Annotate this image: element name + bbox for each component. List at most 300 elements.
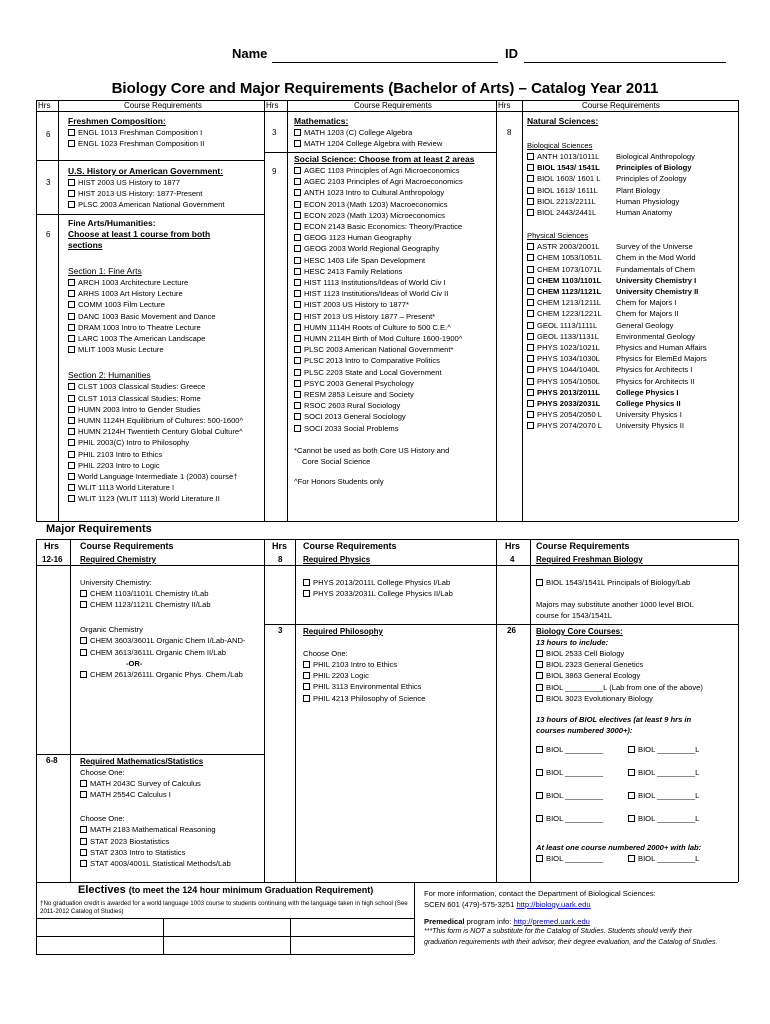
- humanities-course: [68, 426, 243, 437]
- electives-title: Electives: [78, 884, 126, 896]
- social-science-course: [294, 221, 474, 232]
- course-code: PHYS 2013/2011L: [537, 387, 600, 397]
- biology-link[interactable]: http://biology.uark.edu: [516, 900, 591, 909]
- checkbox[interactable]: [294, 279, 301, 286]
- checkbox[interactable]: [527, 322, 534, 329]
- course-label: HIST 1113 Institutions/Ideas of World Civ I: [304, 278, 446, 288]
- bio-sciences-title: Biological Sciences: [527, 141, 593, 150]
- checkbox[interactable]: [527, 288, 534, 295]
- course-label: CHEM 1123/1121L Chemistry II/Lab: [90, 600, 211, 610]
- course-name: Physics for Architects I: [616, 365, 693, 375]
- course-label: PHIL 2003(C) Intro to Philosophy: [78, 438, 190, 448]
- course-label: GEOG 1123 Human Geography: [304, 233, 412, 243]
- checkbox[interactable]: [68, 462, 75, 469]
- checkbox[interactable]: [80, 637, 87, 644]
- electives-heading: [78, 884, 373, 896]
- checkbox[interactable]: [294, 223, 301, 230]
- course-label: CLST 1003 Classical Studies: Greece: [78, 382, 206, 392]
- history-hrs: 3: [46, 178, 51, 187]
- elective-blank[interactable]: BIOL _________L: [638, 791, 700, 801]
- social-science-course: [294, 288, 474, 299]
- checkbox[interactable]: [527, 299, 534, 306]
- checkbox[interactable]: [68, 417, 75, 424]
- course-name: Biological Anthropology: [616, 152, 695, 161]
- checkbox[interactable]: [527, 422, 534, 429]
- course-label: RSOC 2603 Rural Sociology: [304, 401, 401, 411]
- biology-last-row: [536, 853, 703, 864]
- checkbox[interactable]: [80, 590, 87, 597]
- course-label: BIOL 2323 General Genetics: [546, 660, 644, 670]
- biology-atleast: At least one course numbered 2000+ with lab:: [536, 843, 702, 853]
- phys-science-course: [527, 364, 693, 375]
- checkbox[interactable]: [527, 411, 534, 418]
- checkbox[interactable]: [294, 167, 301, 174]
- checkbox[interactable]: [303, 579, 310, 586]
- philosophy-course: [303, 670, 425, 681]
- checkbox[interactable]: [303, 590, 310, 597]
- checkbox[interactable]: [294, 245, 301, 252]
- chem-hrs: 12-16: [42, 555, 63, 564]
- checkbox[interactable]: [80, 826, 87, 833]
- checkbox[interactable]: [68, 495, 75, 502]
- biology-include: 13 hours to include:: [536, 638, 609, 647]
- checkbox[interactable]: [80, 671, 87, 678]
- checkbox[interactable]: [527, 344, 534, 351]
- univ-chem-course: [80, 588, 245, 599]
- checkbox[interactable]: [536, 815, 543, 822]
- checkbox[interactable]: [294, 391, 301, 398]
- checkbox[interactable]: [294, 290, 301, 297]
- phys-science-course: [527, 376, 695, 387]
- footer-info-2: SCEN 601 (479)-575-3251: [424, 900, 517, 909]
- elective-blank-row: [536, 790, 703, 813]
- biology-core-title: Biology Core Courses:: [536, 627, 623, 636]
- stat-major-course: [80, 858, 231, 869]
- checkbox[interactable]: [303, 683, 310, 690]
- checkbox[interactable]: [527, 355, 534, 362]
- checkbox[interactable]: [294, 346, 301, 353]
- course-label: PHYS 2033/2031L College Physics II/Lab: [313, 589, 453, 599]
- course-code: BIOL 1613/ 1611L: [537, 185, 598, 195]
- philosophy-choose: Choose One:: [303, 649, 348, 658]
- course-label: HIST 2013 US History: 1877-Present: [78, 189, 203, 199]
- course-label: STAT 2023 Biostatistics: [90, 836, 170, 846]
- checkbox[interactable]: [628, 746, 635, 753]
- checkbox[interactable]: [527, 277, 534, 284]
- course-label: World Language Intermediate 1 (2003) course†: [78, 472, 238, 482]
- checkbox[interactable]: [628, 855, 635, 862]
- required-philosophy-section: [303, 626, 425, 704]
- checkbox[interactable]: [80, 601, 87, 608]
- course-name: Physics for ElemEd Majors: [616, 354, 707, 364]
- checkbox[interactable]: [527, 175, 534, 182]
- phys-science-course: [527, 331, 695, 342]
- checkbox[interactable]: [527, 389, 534, 396]
- checkbox[interactable]: [527, 310, 534, 317]
- checkbox[interactable]: [294, 301, 301, 308]
- checkbox[interactable]: [294, 257, 301, 264]
- course-name: University Chemistry II: [616, 287, 699, 297]
- required-physics-section: [303, 554, 453, 599]
- premed-link[interactable]: http://premed.uark.edu: [513, 917, 590, 926]
- course-label: CHEM 1103/1101L Chemistry I/Lab: [90, 589, 209, 598]
- math-core-course: [294, 138, 442, 149]
- course-label: WLIT 1123 (WLIT 1113) World Literature II: [78, 494, 220, 504]
- course-code: CHEM 1073/1071L: [537, 264, 602, 274]
- checkbox[interactable]: [80, 649, 87, 656]
- checkbox[interactable]: [527, 243, 534, 250]
- phys-science-course: [527, 297, 677, 308]
- checkbox[interactable]: [527, 266, 534, 273]
- course-name: Chem in the Mod World: [616, 253, 696, 263]
- id-field[interactable]: [524, 62, 726, 63]
- course-label: ENGL 1013 Freshman Composition I: [78, 128, 203, 137]
- checkbox[interactable]: [536, 769, 543, 776]
- checkbox[interactable]: [294, 335, 301, 342]
- social-note-2: Core Social Science: [302, 456, 371, 466]
- math-choose-2: Choose One:: [80, 814, 125, 824]
- math-major-course: [80, 778, 231, 789]
- checkbox[interactable]: [294, 324, 301, 331]
- required-freshman-biology-section: [536, 554, 694, 621]
- checkbox[interactable]: [68, 406, 75, 413]
- checkbox[interactable]: [527, 378, 534, 385]
- biology-core-course: [536, 693, 703, 704]
- course-label: HUMN 2124H Twentieth Century Global Culture^: [78, 427, 243, 437]
- social-science-course: [294, 333, 474, 344]
- checkbox[interactable]: [527, 164, 534, 171]
- fine-arts-hrs: 6: [46, 230, 51, 239]
- physics-course: [303, 588, 453, 599]
- course-code: CHEM 1103/1101L: [537, 275, 602, 285]
- math-core-title: Mathematics:: [294, 116, 349, 126]
- humanities-course: [68, 393, 243, 404]
- checkbox[interactable]: [527, 333, 534, 340]
- checkbox[interactable]: [303, 672, 310, 679]
- checkbox[interactable]: [80, 838, 87, 845]
- elective-blank[interactable]: BIOL _________: [546, 768, 604, 778]
- fine-arts-title: Fine Arts/Humanities:: [68, 218, 156, 228]
- phys-science-course: [527, 252, 696, 263]
- course-code: PHYS 2033/2031L: [537, 399, 601, 409]
- course-label: DANC 1003 Basic Movement and Dance: [78, 311, 216, 321]
- checkbox[interactable]: [527, 209, 534, 216]
- biology-core-section: [536, 626, 703, 864]
- course-code: GEOL 1133/1131L: [537, 331, 599, 341]
- checkbox[interactable]: [527, 153, 534, 160]
- premed-text: program info:: [464, 917, 514, 926]
- checkbox[interactable]: [294, 268, 301, 275]
- checkbox[interactable]: [68, 324, 75, 331]
- course-code: ANTH 1013/1011L: [537, 152, 600, 161]
- checkbox[interactable]: [628, 792, 635, 799]
- social-science-course: [294, 187, 474, 198]
- course-label: HIST 2003 US History to 1877: [78, 178, 181, 187]
- elective-blank-row: [536, 767, 703, 790]
- course-label: BIOL _________L (Lab from one of the above): [546, 682, 703, 692]
- checkbox[interactable]: [68, 279, 75, 286]
- chem-title: Required Chemistry: [80, 555, 157, 564]
- checkbox[interactable]: [536, 579, 543, 586]
- course-code: CHEM 1123/1121L: [537, 287, 602, 297]
- math-core-section: [294, 116, 442, 149]
- phys-science-course: [527, 353, 707, 364]
- course-label: ECON 2143 Basic Economics: Theory/Practice: [304, 222, 463, 232]
- checkbox[interactable]: [536, 661, 543, 668]
- freshman-bio-item: BIOL 1543/1541L Principals of Biology/Lab: [546, 578, 691, 587]
- course-code: BIOL 2443/2441L: [537, 208, 597, 218]
- course-label: HUMN 2114H Birth of Mod Culture 1600-1900^: [304, 334, 463, 344]
- checkbox[interactable]: [68, 473, 75, 480]
- checkbox[interactable]: [68, 439, 75, 446]
- electives-note: †No graduation credit is awarded for a world language 1003 course to students continuing with the language taken in high school (See 2011-2012 Catalog of Studies): [40, 900, 408, 915]
- math-major-hrs: 6-8: [46, 756, 58, 765]
- course-label: MATH 2183 Mathematical Reasoning: [90, 825, 216, 835]
- physics-hrs: 8: [278, 555, 283, 564]
- checkbox[interactable]: [536, 746, 543, 753]
- course-label: GEOG 2003 World Regional Geography: [304, 244, 440, 254]
- elective-blank[interactable]: BIOL _________L: [638, 745, 700, 755]
- philosophy-hrs: 3: [278, 626, 283, 635]
- checkbox[interactable]: [80, 780, 87, 787]
- biology-elect-1: 13 hours of BIOL electives (at least 9 hrs in: [536, 715, 692, 725]
- course-label: WLIT 1113 World Literature I: [78, 483, 175, 493]
- course-label: PHYS 2013/2011L College Physics I/Lab: [313, 578, 451, 587]
- checkbox[interactable]: [294, 357, 301, 364]
- major-req-header-1: Course Requirements: [80, 541, 174, 551]
- checkbox[interactable]: [294, 425, 301, 432]
- course-label: DRAM 1003 Intro to Theatre Lecture: [78, 322, 201, 332]
- checkbox[interactable]: [68, 201, 75, 208]
- disclaimer: ***This form is NOT a substitute for the Catalog of Studies. Students should verify their graduation requirements with their advisor, their degree evaluation, and the Catalog of Studies.: [424, 928, 718, 946]
- social-science-course: [294, 411, 474, 422]
- freshman-bio-note-2: course for 1543/1541L: [536, 611, 612, 621]
- checkbox[interactable]: [80, 791, 87, 798]
- phys-science-course: [527, 264, 695, 275]
- checkbox[interactable]: [294, 369, 301, 376]
- organic-chem-course: [80, 635, 245, 646]
- social-science-course: [294, 210, 474, 221]
- course-label: PLSC 2003 American National Government: [78, 200, 225, 210]
- phys-science-course: [527, 241, 693, 252]
- bio-science-course: [527, 173, 687, 184]
- checkbox[interactable]: [68, 346, 75, 353]
- checkbox[interactable]: [68, 129, 75, 136]
- name-label: Name: [232, 46, 268, 61]
- course-label: MLIT 1003 Music Lecture: [78, 345, 164, 355]
- phys-science-course: [527, 342, 707, 353]
- course-label: HIST 2003 US History to 1877*: [304, 300, 409, 310]
- course-label: PHIL 3113 Environmental Ethics: [313, 682, 422, 692]
- checkbox[interactable]: [68, 140, 75, 147]
- course-label: HIST 1123 Institutions/Ideas of World Civ II: [304, 289, 449, 299]
- course-label: ECON 2013 (Math 1203) Macroeconomics: [304, 199, 448, 209]
- checkbox[interactable]: [294, 413, 301, 420]
- biology-core-course: [536, 659, 703, 670]
- checkbox[interactable]: [294, 140, 301, 147]
- course-label: CHEM 3613/3611L Organic Chem II/Lab: [90, 647, 226, 657]
- page-title: Biology Core and Major Requirements (Bachelor of Arts) – Catalog Year 2011: [111, 80, 659, 97]
- electives-subtitle: (to meet the 124 hour minimum Graduation Requirement): [128, 885, 374, 895]
- freshmen-hrs: 6: [46, 130, 51, 139]
- checkbox[interactable]: [68, 451, 75, 458]
- checkbox[interactable]: [294, 402, 301, 409]
- course-code: BIOL 1543/ 1541L: [537, 163, 600, 173]
- checkbox[interactable]: [527, 198, 534, 205]
- course-label: HUMN 1114H Roots of Culture to 500 C.E.^: [304, 322, 451, 332]
- checkbox[interactable]: [303, 695, 310, 702]
- checkbox[interactable]: [80, 849, 87, 856]
- checkbox[interactable]: [536, 855, 543, 862]
- course-code: BIOL 2213/2211L: [537, 196, 596, 206]
- elective-blank[interactable]: BIOL _________: [546, 745, 604, 755]
- checkbox[interactable]: [68, 290, 75, 297]
- physics-title: Required Physics: [303, 555, 371, 564]
- checkbox[interactable]: [68, 428, 75, 435]
- checkbox[interactable]: [68, 335, 75, 342]
- social-science-course: [294, 299, 474, 310]
- course-label: PHIL 2203 Logic: [313, 671, 369, 681]
- phys-science-course: [527, 286, 699, 297]
- checkbox[interactable]: [527, 400, 534, 407]
- checkbox[interactable]: [536, 695, 543, 702]
- checkbox[interactable]: [68, 313, 75, 320]
- major-hrs-header-2: Hrs: [272, 541, 288, 551]
- fine-arts-section: [68, 218, 243, 505]
- checkbox[interactable]: [294, 212, 301, 219]
- checkbox[interactable]: [294, 234, 301, 241]
- freshmen-course: [68, 138, 204, 149]
- social-science-course: [294, 389, 474, 400]
- elective-blank[interactable]: BIOL _________L: [638, 814, 700, 824]
- course-label: SOCI 2013 General Sociology: [304, 412, 406, 422]
- course-label: ARCH 1003 Architecture Lecture: [78, 278, 189, 287]
- checkbox[interactable]: [68, 179, 75, 186]
- social-science-course: [294, 165, 474, 176]
- course-code: PHYS 1044/1040L: [537, 365, 600, 375]
- premed-label: Premedical: [424, 917, 465, 926]
- organic-chem-course: [80, 647, 245, 658]
- history-section: [68, 166, 224, 211]
- history-course: [68, 177, 224, 188]
- checkbox[interactable]: [68, 395, 75, 402]
- course-name: Physics and Human Affairs: [616, 343, 707, 353]
- org-alt-label: CHEM 2613/2611L Organic Phys. Chem./Lab: [90, 669, 243, 679]
- checkbox[interactable]: [294, 201, 301, 208]
- checkbox[interactable]: [628, 815, 635, 822]
- fine-arts-course: [68, 322, 243, 333]
- stat-major-course: [80, 824, 231, 835]
- checkbox[interactable]: [68, 484, 75, 491]
- checkbox[interactable]: [303, 661, 310, 668]
- natural-sciences-section: [527, 116, 707, 432]
- course-code: GEOL 1113/1111L: [537, 320, 598, 330]
- humanities-course: [68, 437, 243, 448]
- course-label: CHEM 3603/3601L Organic Chem I/Lab-AND-: [90, 636, 246, 646]
- course-label: BIOL 3023 Evolutionary Biology: [546, 693, 653, 703]
- checkbox[interactable]: [80, 860, 87, 867]
- checkbox[interactable]: [294, 129, 301, 136]
- elective-blank-row: [536, 813, 703, 836]
- biology-core-course: [536, 682, 703, 693]
- humanities-course: [68, 460, 243, 471]
- checkbox[interactable]: [294, 178, 301, 185]
- fine-arts-subtitle-2: sections: [68, 240, 103, 250]
- course-label: MATH 1203 (C) College Algebra: [304, 128, 413, 137]
- social-note-1: *Cannot be used as both Core US History and: [294, 445, 450, 455]
- checkbox[interactable]: [68, 301, 75, 308]
- course-name: University Physics I: [616, 410, 682, 420]
- course-label: ARHS 1003 Art History Lecture: [78, 289, 183, 299]
- history-title: U.S. History or American Government:: [68, 166, 224, 176]
- footer-info: [424, 888, 724, 948]
- checkbox[interactable]: [68, 190, 75, 197]
- id-label: ID: [505, 46, 518, 61]
- math-major-title: Required Mathematics/Statistics: [80, 757, 204, 766]
- checkbox[interactable]: [294, 189, 301, 196]
- checkbox[interactable]: [536, 684, 543, 691]
- checkbox[interactable]: [294, 380, 301, 387]
- humanities-course: [68, 449, 243, 460]
- course-name: Environmental Geology: [616, 331, 695, 341]
- elective-blank[interactable]: BIOL _________: [546, 814, 604, 824]
- checkbox[interactable]: [536, 650, 543, 657]
- philosophy-course: [303, 693, 425, 704]
- phys-science-course: [527, 275, 697, 286]
- social-science-course: [294, 400, 474, 411]
- humanities-course: [68, 471, 243, 482]
- course-code: CHEM 1213/1211L: [537, 298, 602, 308]
- humanities-course: [68, 404, 243, 415]
- checkbox[interactable]: [294, 313, 301, 320]
- social-science-course: [294, 277, 474, 288]
- course-label: PLSC 2013 Intro to Comparative Politics: [304, 356, 440, 366]
- checkbox[interactable]: [628, 769, 635, 776]
- required-math-section: [80, 756, 231, 869]
- checkbox[interactable]: [527, 254, 534, 261]
- major-hrs-header-1: Hrs: [44, 541, 60, 551]
- course-name: Principles of Zoology: [616, 174, 687, 184]
- course-label: ENGL 1023 Freshman Composition II: [78, 139, 205, 149]
- phys-science-course: [527, 320, 674, 331]
- social-science-course: [294, 232, 474, 243]
- course-name: General Geology: [616, 320, 674, 330]
- course-code: CHEM 1223/1221L: [537, 309, 602, 319]
- course-name: Fundamentals of Chem: [616, 264, 695, 274]
- name-field[interactable]: [272, 62, 498, 63]
- checkbox[interactable]: [536, 792, 543, 799]
- checkbox[interactable]: [527, 187, 534, 194]
- course-name: College Physics II: [616, 399, 681, 409]
- course-label: MATH 2554C Calculus I: [90, 790, 171, 800]
- course-name: University Chemistry I: [616, 275, 697, 285]
- checkbox[interactable]: [527, 366, 534, 373]
- course-label: HUMN 1124H Equilibrium of Cultures: 500-1600^: [78, 416, 244, 426]
- or-label: -OR-: [126, 658, 143, 668]
- checkbox[interactable]: [536, 672, 543, 679]
- elective-blank[interactable]: BIOL _________L: [638, 768, 700, 778]
- course-label: STAT 2303 Intro to Statistics: [90, 847, 186, 857]
- elective-blank[interactable]: BIOL _________: [546, 791, 604, 801]
- course-label: AGEC 1103 Principles of Agri Microeconomics: [304, 166, 460, 175]
- course-label: MATH 1204 College Algebra with Review: [304, 139, 443, 149]
- course-code: BIOL 1603/ 1601 L: [537, 174, 601, 184]
- biology-last-a: BIOL _________: [546, 854, 604, 864]
- humanities-course: [68, 493, 243, 504]
- checkbox[interactable]: [68, 383, 75, 390]
- stat-major-course: [80, 836, 231, 847]
- social-science-course: [294, 355, 474, 366]
